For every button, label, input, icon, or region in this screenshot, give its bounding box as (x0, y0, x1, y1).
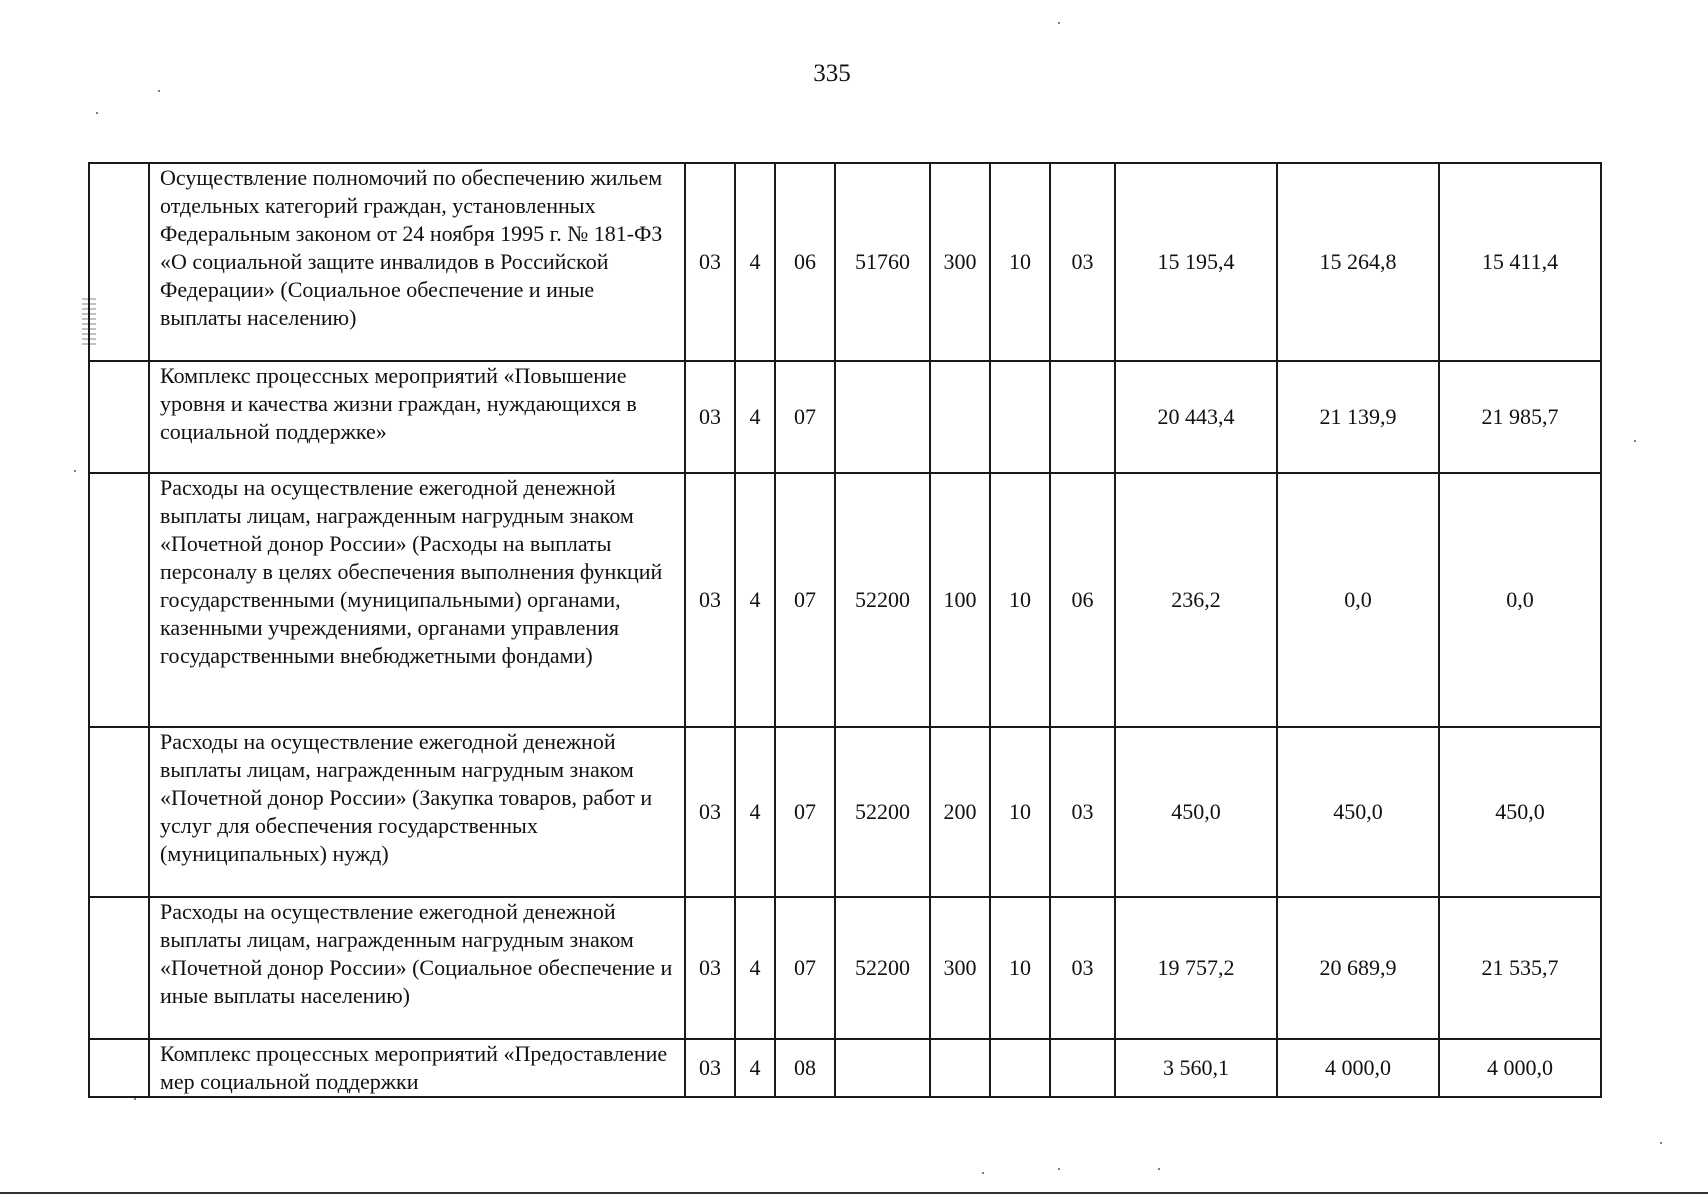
scan-speck (1058, 1168, 1060, 1170)
code-subsection (1050, 1039, 1115, 1097)
code-direction (835, 361, 930, 473)
scan-speck (982, 1172, 984, 1174)
code-expense-type: 200 (930, 727, 990, 897)
row-description: Осуществление полномочий по обеспечению жильем отдельных категорий граждан, установленных Федеральным законом от 24 ноября 1995 г. № 181-ФЗ «О социальной защите инвалидов в Российской Федерации» (Социальное обеспечение и иные выплаты населению) (149, 163, 685, 361)
code-type: 4 (735, 897, 775, 1039)
code-program: 03 (685, 361, 735, 473)
code-expense-type (930, 361, 990, 473)
amount-year-3: 450,0 (1439, 727, 1601, 897)
scan-edge-line (0, 1192, 1708, 1194)
amount-year-1: 450,0 (1115, 727, 1277, 897)
code-type: 4 (735, 727, 775, 897)
code-section: 10 (990, 727, 1050, 897)
row-description: Комплекс процессных мероприятий «Предоставление мер социальной поддержки (149, 1039, 685, 1097)
budget-table (88, 162, 1602, 1098)
scan-speck (74, 470, 76, 472)
scan-speck (158, 90, 160, 92)
amount-year-2: 15 264,8 (1277, 163, 1439, 361)
code-element: 06 (775, 163, 835, 361)
code-direction: 51760 (835, 163, 930, 361)
code-element: 07 (775, 727, 835, 897)
table-row (89, 163, 1601, 361)
table-row (89, 727, 1601, 897)
table-row (89, 897, 1601, 1039)
page-number: 335 (813, 60, 851, 87)
amount-year-3: 15 411,4 (1439, 163, 1601, 361)
code-program: 03 (685, 1039, 735, 1097)
code-element: 07 (775, 897, 835, 1039)
amount-year-2: 0,0 (1277, 473, 1439, 727)
scan-speck (96, 112, 98, 114)
amount-year-1: 3 560,1 (1115, 1039, 1277, 1097)
scan-speck (1058, 22, 1060, 24)
code-section: 10 (990, 897, 1050, 1039)
code-subsection: 03 (1050, 727, 1115, 897)
code-program: 03 (685, 727, 735, 897)
code-program: 03 (685, 897, 735, 1039)
scan-speck (1158, 1168, 1160, 1170)
scan-speck (134, 1098, 136, 1100)
code-element: 07 (775, 473, 835, 727)
code-element: 08 (775, 1039, 835, 1097)
code-subsection: 03 (1050, 897, 1115, 1039)
row-description: Расходы на осуществление ежегодной денежной выплаты лицам, награжденным нагрудным знаком «Почетной донор России» (Расходы на выплаты персоналу в целях обеспечения выполнения функций государственными (муниципальными) органами, казенными учреждениями, органами управления государственными внебюджетными фондами) (149, 473, 685, 727)
amount-year-1: 236,2 (1115, 473, 1277, 727)
code-program: 03 (685, 163, 735, 361)
row-index-cell (89, 361, 149, 473)
code-expense-type: 100 (930, 473, 990, 727)
amount-year-2: 4 000,0 (1277, 1039, 1439, 1097)
code-direction: 52200 (835, 727, 930, 897)
code-element: 07 (775, 361, 835, 473)
amount-year-1: 15 195,4 (1115, 163, 1277, 361)
code-type: 4 (735, 1039, 775, 1097)
scan-speck (1634, 440, 1636, 442)
code-direction (835, 1039, 930, 1097)
amount-year-2: 21 139,9 (1277, 361, 1439, 473)
amount-year-1: 19 757,2 (1115, 897, 1277, 1039)
scan-speck (1660, 1142, 1662, 1144)
row-description: Комплекс процессных мероприятий «Повышение уровня и качества жизни граждан, нуждающихся в социальной поддержке» (149, 361, 685, 473)
row-index-cell (89, 727, 149, 897)
code-program: 03 (685, 473, 735, 727)
code-type: 4 (735, 361, 775, 473)
code-section (990, 1039, 1050, 1097)
amount-year-2: 20 689,9 (1277, 897, 1439, 1039)
amount-year-1: 20 443,4 (1115, 361, 1277, 473)
amount-year-3: 0,0 (1439, 473, 1601, 727)
code-section: 10 (990, 473, 1050, 727)
table-row (89, 473, 1601, 727)
row-index-cell (89, 897, 149, 1039)
code-subsection (1050, 361, 1115, 473)
code-direction: 52200 (835, 473, 930, 727)
row-index-cell (89, 473, 149, 727)
code-section (990, 361, 1050, 473)
amount-year-3: 21 535,7 (1439, 897, 1601, 1039)
code-direction: 52200 (835, 897, 930, 1039)
row-description: Расходы на осуществление ежегодной денежной выплаты лицам, награжденным нагрудным знаком «Почетной донор России» (Социальное обеспечение и иные выплаты населению) (149, 897, 685, 1039)
code-type: 4 (735, 163, 775, 361)
table-row (89, 361, 1601, 473)
code-type: 4 (735, 473, 775, 727)
code-expense-type (930, 1039, 990, 1097)
row-index-cell (89, 1039, 149, 1097)
code-expense-type: 300 (930, 897, 990, 1039)
amount-year-3: 21 985,7 (1439, 361, 1601, 473)
code-expense-type: 300 (930, 163, 990, 361)
code-section: 10 (990, 163, 1050, 361)
code-subsection: 03 (1050, 163, 1115, 361)
table-row (89, 1039, 1601, 1097)
row-description: Расходы на осуществление ежегодной денежной выплаты лицам, награжденным нагрудным знаком «Почетной донор России» (Закупка товаров, работ и услуг для обеспечения государственных (муниципальных) нужд) (149, 727, 685, 897)
code-subsection: 06 (1050, 473, 1115, 727)
amount-year-2: 450,0 (1277, 727, 1439, 897)
row-index-cell (89, 163, 149, 361)
amount-year-3: 4 000,0 (1439, 1039, 1601, 1097)
